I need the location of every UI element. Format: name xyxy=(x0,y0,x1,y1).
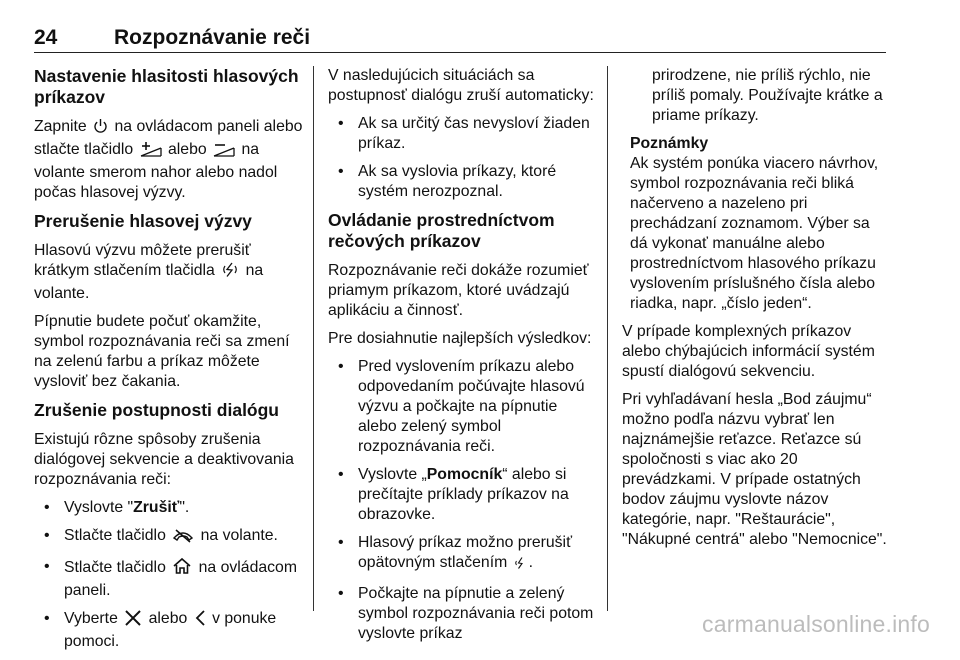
column-3 xyxy=(622,66,888,558)
power-icon xyxy=(93,118,108,140)
list-item-continuation: prirodzene, nie príliš rýchlo, nie príliš pomaly. Používajte krátke a priame príkazy. xyxy=(652,67,883,124)
page-header xyxy=(34,26,886,53)
volume-up-icon xyxy=(140,141,162,163)
page-title: Rozpoznávanie reči xyxy=(114,26,311,49)
column-2 xyxy=(328,66,598,652)
paragraph-volume: Zapnite na ovládacom paneli alebo stlačte tlačidlo alebo na volante smerom nahor alebo nadol počas hlasovej výzvy. xyxy=(34,118,303,201)
note-box xyxy=(622,134,888,314)
watermark: carmanualsonline.info xyxy=(702,611,930,637)
home-icon xyxy=(172,557,192,581)
list-item: • Hlasový príkaz možno prerušiť opätovným stlačením . xyxy=(328,533,598,576)
column-1 xyxy=(34,66,304,660)
list-item: • Vyslovte „Pomocník“ alebo si prečítajte príklady príkazov na obrazovke. xyxy=(328,465,598,525)
note-body: Ak systém ponúka viacero návrhov, symbol rozpoznávania reči bliká načerveno a nazeleno pri prechádzaní zoznamom. Výber sa dá vykonať manuálne alebo prostredníctvom hlasového príkazu vyslovením príslušného čísla alebo riadka, napr. „číslo jeden“. xyxy=(630,155,879,312)
heading-interrupt: Prerušenie hlasovej výzvy xyxy=(34,211,252,231)
cancel-list xyxy=(34,498,304,652)
paragraph-understand: Rozpoznávanie reči dokáže rozumieť priamym príkazom, ktoré uvádzajú aplikáciu a činnosť. xyxy=(328,262,589,319)
paragraph-beep: Pípnutie budete počuť okamžite, symbol rozpoznávania reči sa zmení na zelenú farbu a príkaz môžete vysloviť bez čakania. xyxy=(34,313,290,390)
paragraph-search: Pri vyhľadávaní hesla „Bod záujmu“ možno podľa názvu vybrať len najznámejšie reťazce. Reťazce sú spoločnosti s viac ako 20 prevádzkami. V prípade ostatných bodov záujmu vyslovte názov kategórie, napr. "Reštaurácie", "Nákupné centrá" alebo "Nemocnice". xyxy=(622,391,887,548)
list-item: • Pred vyslovením príkazu alebo odpovedaním počúvajte hlasovú výzvu a počkajte na pípnutie alebo zelený symbol rozpoznávania reči. xyxy=(328,357,598,457)
close-x-icon xyxy=(124,610,142,632)
voice-small-icon xyxy=(514,556,527,576)
list-item: • Vyslovte "Zrušiť". xyxy=(34,498,304,518)
heading-volume: Nastavenie hlasitosti hlasových príkazov xyxy=(34,66,299,107)
volume-down-icon xyxy=(213,141,235,163)
heading-control: Ovládanie prostredníctvom rečových príkazov xyxy=(328,210,555,251)
back-chevron-icon xyxy=(194,610,206,632)
paragraph-auto: V nasledujúcich situáciách sa postupnosť dialógu zruší automaticky: xyxy=(328,67,594,104)
note-title: Poznámky xyxy=(630,135,709,152)
column-divider-2 xyxy=(607,66,608,611)
phone-hangup-icon xyxy=(172,529,194,549)
list-item: • Ak sa určitý čas nevysloví žiaden príkaz. xyxy=(328,114,598,154)
auto-list xyxy=(328,114,598,202)
heading-cancel: Zrušenie postupnosti dialógu xyxy=(34,400,279,420)
paragraph-best: Pre dosiahnutie najlepších výsledkov: xyxy=(328,330,592,347)
list-item: • Stlačte tlačidlo na ovládacom paneli. xyxy=(34,557,304,601)
paragraph-complex: V prípade komplexných príkazov alebo chýbajúcich informácií systém spustí dialógovú sekvenciu. xyxy=(622,323,875,380)
list-item: • Stlačte tlačidlo na volante. xyxy=(34,526,304,549)
list-item: • Počkajte na pípnutie a zelený symbol rozpoznávania reči potom vyslovte príkaz xyxy=(328,584,598,644)
tips-list xyxy=(328,357,598,644)
column-divider-1 xyxy=(313,66,314,611)
paragraph-interrupt: Hlasovú výzvu môžete prerušiť krátkym stlačením tlačidla na volante. xyxy=(34,242,264,302)
list-item: • Ak sa vyslovia príkazy, ktoré systém nerozpoznal. xyxy=(328,162,598,202)
paragraph-cancel: Existujú rôzne spôsoby zrušenia dialógovej sekvencie a deaktivovania rozpoznávania reči: xyxy=(34,431,294,488)
voice-wave-icon xyxy=(221,261,239,284)
list-item: • Vyberte alebo v ponuke pomoci. xyxy=(34,609,304,652)
page-number: 24 xyxy=(34,26,58,49)
